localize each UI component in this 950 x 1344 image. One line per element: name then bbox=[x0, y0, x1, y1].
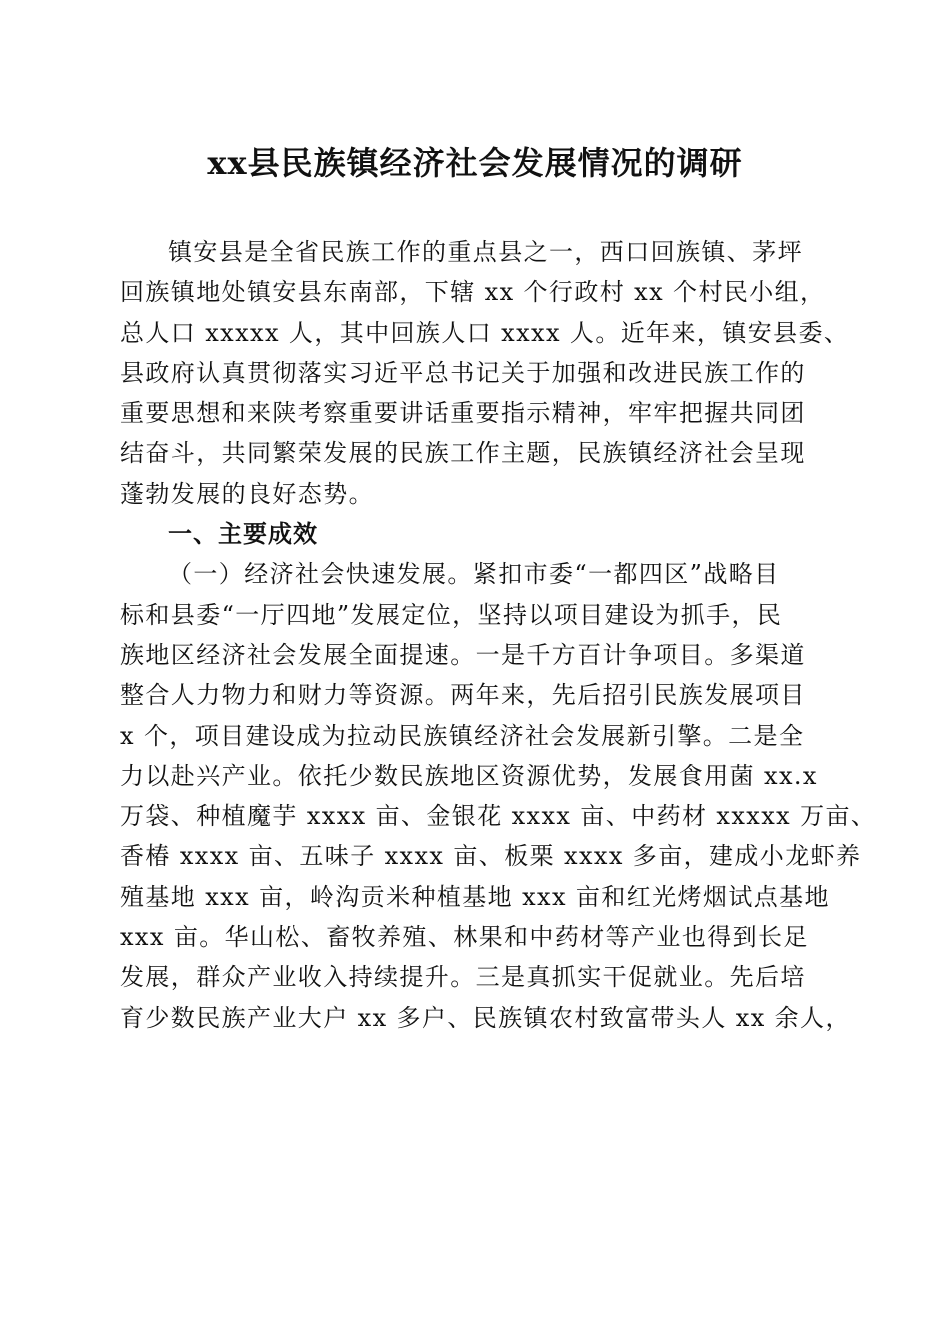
paragraph-line: 力以赴兴产业。依托少数民族地区资源优势，发展食用菌 xx.x bbox=[120, 761, 818, 790]
document-title: xx县民族镇经济社会发展情况的调研 bbox=[207, 144, 743, 182]
paragraph-line: 香椿 xxxx 亩、五味子 xxxx 亩、板栗 xxxx 多亩，建成小龙虾养 bbox=[120, 842, 862, 871]
paragraph-line: 结奋斗，共同繁荣发展的民族工作主题，民族镇经济社会呈现 bbox=[120, 439, 806, 468]
paragraph-line: 总人口 xxxxx 人，其中回族人口 xxxx 人。近年来，镇安县委、 bbox=[120, 318, 850, 347]
paragraph-line: 万袋、种植魔芋 xxxx 亩、金银花 xxxx 亩、中药材 xxxxx 万亩、 bbox=[120, 802, 877, 831]
paragraph-line: 县政府认真贯彻落实习近平总书记关于加强和改进民族工作的 bbox=[120, 358, 806, 387]
section-heading: 一、主要成效 bbox=[168, 520, 318, 549]
paragraph-line: 族地区经济社会发展全面提速。一是千方百计争项目。多渠道 bbox=[120, 640, 806, 669]
paragraph-line: 回族镇地处镇安县东南部，下辖 xx 个行政村 xx 个村民小组， bbox=[120, 278, 826, 307]
paragraph-line: 殖基地 xxx 亩，岭沟贡米种植基地 xxx 亩和红光烤烟试点基地 bbox=[120, 882, 830, 911]
paragraph-line: xxx 亩。华山松、畜牧养殖、林果和中药材等产业也得到长足 bbox=[120, 923, 809, 952]
paragraph-line: 育少数民族产业大户 xx 多户、民族镇农村致富带头人 xx 余人， bbox=[120, 1003, 851, 1032]
paragraph-line: （一）经济社会快速发展。紧扣市委“一都四区”战略目 bbox=[168, 560, 780, 589]
paragraph-line: 重要思想和来陕考察重要讲话重要指示精神，牢牢把握共同团 bbox=[120, 399, 806, 428]
document-body bbox=[120, 232, 877, 1038]
paragraph-line: 发展，群众产业收入持续提升。三是真抓实干促就业。先后培 bbox=[120, 963, 806, 992]
paragraph-line: 整合人力物力和财力等资源。两年来，先后招引民族发展项目 bbox=[120, 681, 806, 710]
paragraph-line: 标和县委“一厅四地”发展定位，坚持以项目建设为抓手，民 bbox=[120, 600, 783, 629]
paragraph-line: x 个，项目建设成为拉动民族镇经济社会发展新引擎。二是全 bbox=[120, 721, 805, 750]
paragraph-line: 蓬勃发展的良好态势。 bbox=[120, 479, 374, 508]
paragraph-line: 镇安县是全省民族工作的重点县之一，西口回族镇、茅坪 bbox=[168, 238, 803, 266]
